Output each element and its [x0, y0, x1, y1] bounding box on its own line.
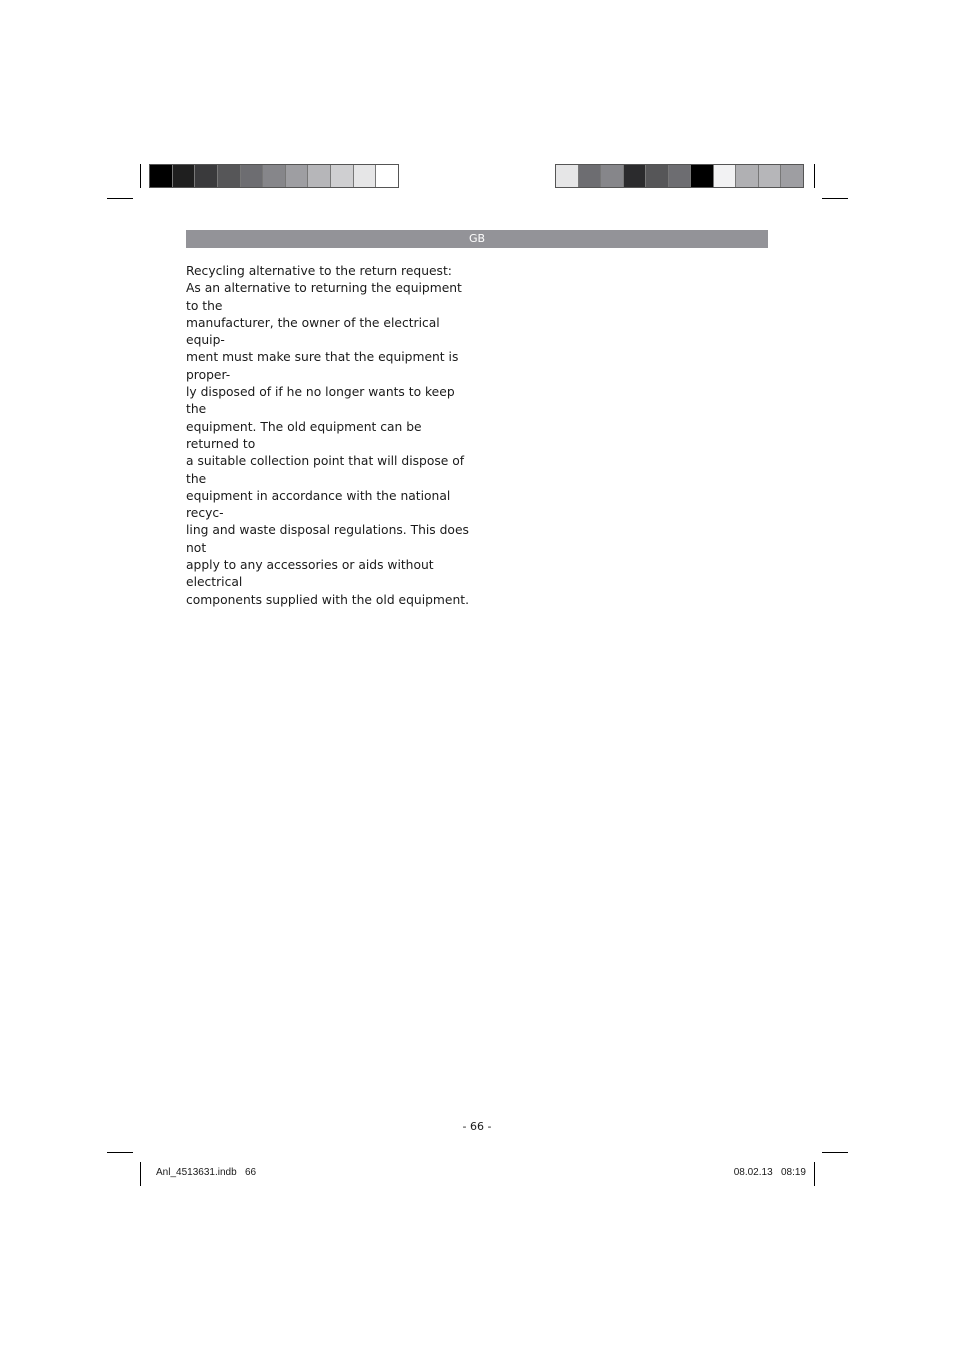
color-swatch	[286, 165, 309, 187]
color-swatch	[195, 165, 218, 187]
color-swatch	[579, 165, 602, 187]
text-line: As an alternative to returning the equipment to the	[186, 281, 462, 313]
color-swatch	[691, 165, 714, 187]
color-swatch	[376, 165, 398, 187]
color-swatch	[759, 165, 782, 187]
crop-mark	[140, 164, 141, 188]
color-bar-right	[555, 164, 804, 188]
color-swatch	[331, 165, 354, 187]
text-line: equipment in accordance with the national recyc-	[186, 488, 451, 521]
color-swatch	[624, 165, 647, 187]
color-swatch	[601, 165, 624, 187]
color-swatch	[669, 165, 692, 187]
color-swatch	[241, 165, 264, 187]
crop-mark	[814, 164, 815, 188]
text-line: ling and waste disposal regulations. This does not	[186, 523, 469, 555]
color-swatch	[150, 165, 173, 187]
color-swatch	[308, 165, 331, 187]
color-swatch	[714, 165, 737, 187]
crop-mark	[140, 1162, 141, 1186]
text-line: ment must make sure that the equipment is proper-	[186, 350, 459, 382]
crop-mark	[814, 1162, 815, 1186]
page-number: - 66 -	[462, 1120, 492, 1133]
color-swatch	[736, 165, 759, 187]
language-header: GB	[186, 230, 768, 248]
color-swatch	[218, 165, 241, 187]
color-swatch	[556, 165, 579, 187]
text-line: equipment. The old equipment can be returned to	[186, 419, 422, 451]
color-swatch	[173, 165, 196, 187]
body-text	[186, 263, 476, 609]
crop-mark	[822, 198, 848, 199]
text-line: manufacturer, the owner of the electrical equip-	[186, 315, 440, 348]
date-slug: 08.02.13 08:19	[733, 1167, 806, 1178]
text-line: ly disposed of if he no longer wants to keep the	[186, 385, 455, 417]
crop-mark	[822, 1152, 848, 1153]
color-swatch	[646, 165, 669, 187]
crop-mark	[107, 1152, 133, 1153]
color-bar-left	[149, 164, 399, 188]
text-line: a suitable collection point that will dispose of the	[186, 454, 465, 486]
color-swatch	[263, 165, 286, 187]
color-swatch	[781, 165, 803, 187]
file-slug: Anl_4513631.indb 66	[156, 1167, 257, 1178]
text-line: components supplied with the old equipment.	[186, 592, 470, 607]
text-line: Recycling alternative to the return request:	[186, 264, 452, 278]
color-swatch	[354, 165, 377, 187]
text-line: apply to any accessories or aids without electrical	[186, 558, 434, 590]
crop-mark	[107, 198, 133, 199]
